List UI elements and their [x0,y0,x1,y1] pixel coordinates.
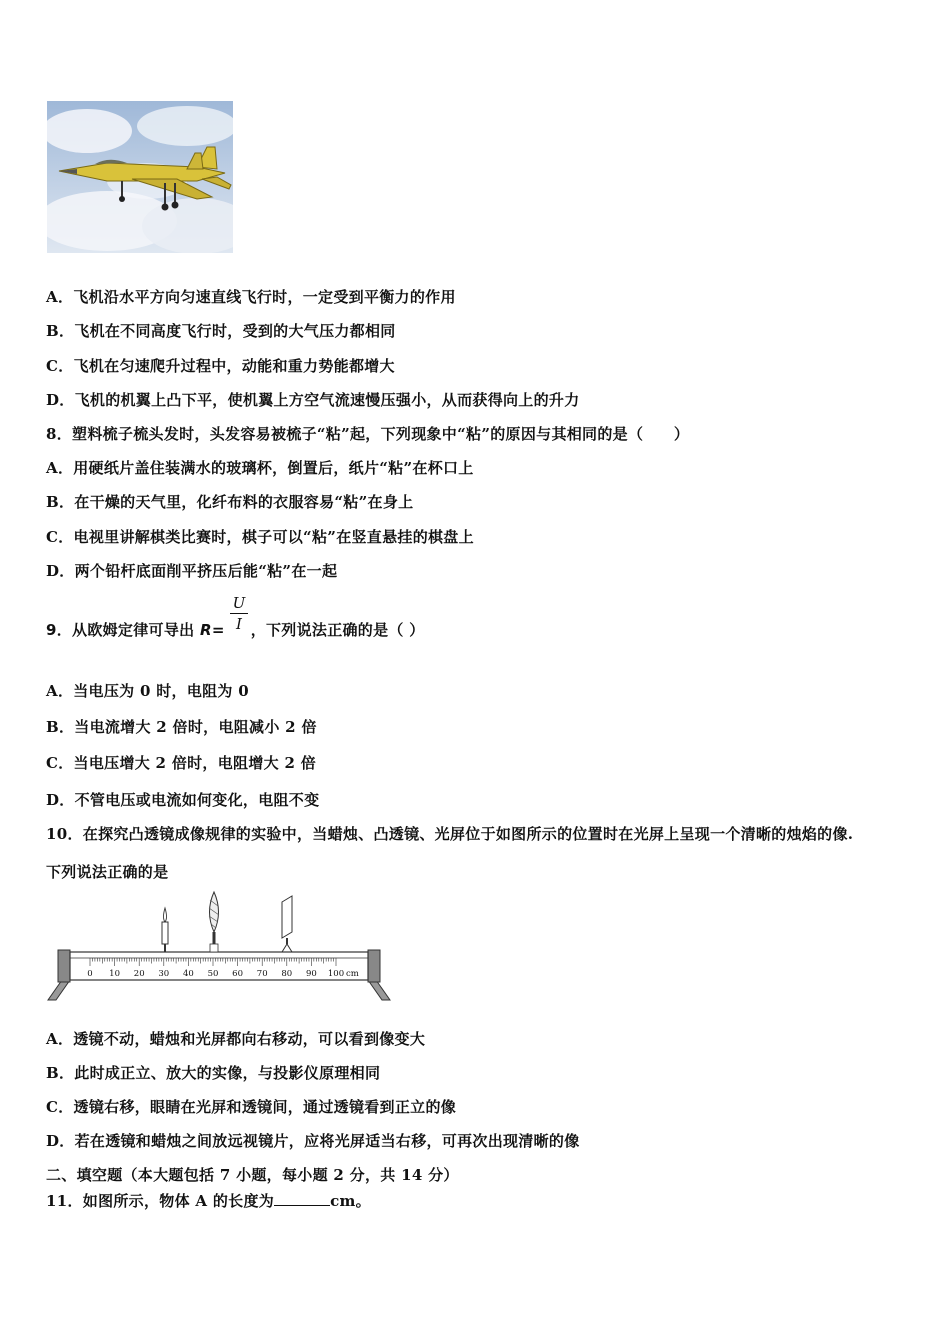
q9-option-d: D．不管电压或电流如何变化，电阻不变 [46,791,320,809]
q10-option-d: D．若在透镜和蜡烛之间放远视镜片，应将光屏适当右移，可再次出现清晰的像 [46,1132,580,1150]
q10-option-b: B．此时成正立、放大的实像，与投影仪原理相同 [46,1064,381,1082]
convex-lens-icon [209,892,219,952]
q9-stem-pre: 9．从欧姆定律可导出 [46,621,200,639]
q11-stem-post: cm。 [330,1192,371,1210]
q9-option-b: B．当电流增大 2 倍时，电阻减小 2 倍 [46,718,317,736]
ruler-tick-label: 90 [305,969,317,979]
light-screen-icon [282,896,292,952]
q9-option-a: A．当电压为 0 时，电阻为 0 [46,682,249,700]
q8-stem: 8．塑料梳子梳头发时，头发容易被梳子“粘”起，下列现象中“粘”的原因与其相同的是（ ） [46,425,690,443]
ruler-tick-label: 80 [281,969,293,979]
ruler-tick-label: 60 [232,969,244,979]
optical-bench-diagram [44,888,394,1006]
q10-stem-line1: 10．在探究凸透镜成像规律的实验中，当蜡烛、凸透镜、光屏位于如图所示的位置时在光屏上呈现一个清晰的烛焰的像. [46,825,854,843]
ruler-tick-label: 100 [327,969,345,979]
q8-option-c: C．电视里讲解棋类比赛时，棋子可以“粘”在竖直悬挂的棋盘上 [46,528,474,546]
q8-option-d: D．两个铅杆底面削平挤压后能“粘”在一起 [46,562,338,580]
q10-option-a: A．透镜不动，蜡烛和光屏都向右移动，可以看到像变大 [46,1030,426,1048]
q9-fraction-denominator: I [236,615,242,633]
q9-option-c: C．当电压增大 2 倍时，电阻增大 2 倍 [46,754,317,772]
ruler-unit-label: cm [346,969,359,979]
ruler-tick-label: 0 [87,969,93,979]
q8-option-b: B．在干燥的天气里，化纤布料的衣服容易“粘”在身上 [46,493,414,511]
q10-stem-line2: 下列说法正确的是 [46,863,169,881]
ruler-tick-label: 20 [133,969,145,979]
ruler-tick-label: 50 [207,969,219,979]
q10-option-c: C．透镜右移，眼睛在光屏和透镜间，通过透镜看到正立的像 [46,1098,457,1116]
q11-answer-blank[interactable] [274,1191,330,1206]
section-2-heading: 二、填空题（本大题包括 7 小题，每小题 2 分，共 14 分） [46,1166,459,1184]
q8-option-a: A．用硬纸片盖住装满水的玻璃杯，倒置后，纸片“粘”在杯口上 [46,459,474,477]
ruler-tick-label: 30 [158,969,170,979]
ruler-tick-label: 40 [182,969,194,979]
q7-option-b: B．飞机在不同高度飞行时，受到的大气压力都相同 [46,322,396,340]
q7-option-a: A．飞机沿水平方向匀速直线飞行时，一定受到平衡力的作用 [46,288,456,306]
q9-formula-lhs: R= [199,621,225,639]
candle-icon [162,908,168,952]
q7-option-c: C．飞机在匀速爬升过程中，动能和重力势能都增大 [46,357,395,375]
ruler-tick-label: 70 [256,969,268,979]
q11-stem-pre: 11．如图所示，物体 A 的长度为 [46,1192,275,1210]
q11-stem [46,1190,371,1211]
q7-option-d: D．飞机的机翼上凸下平，使机翼上方空气流速慢压强小，从而获得向上的升力 [46,391,580,409]
ruler-tick-label: 10 [109,969,121,979]
q9-stem-post: ，下列说法正确的是（ ） [250,621,425,639]
q9-fraction [228,594,250,633]
fighter-jet-image [47,101,233,253]
q9-fraction-numerator: U [232,594,246,612]
